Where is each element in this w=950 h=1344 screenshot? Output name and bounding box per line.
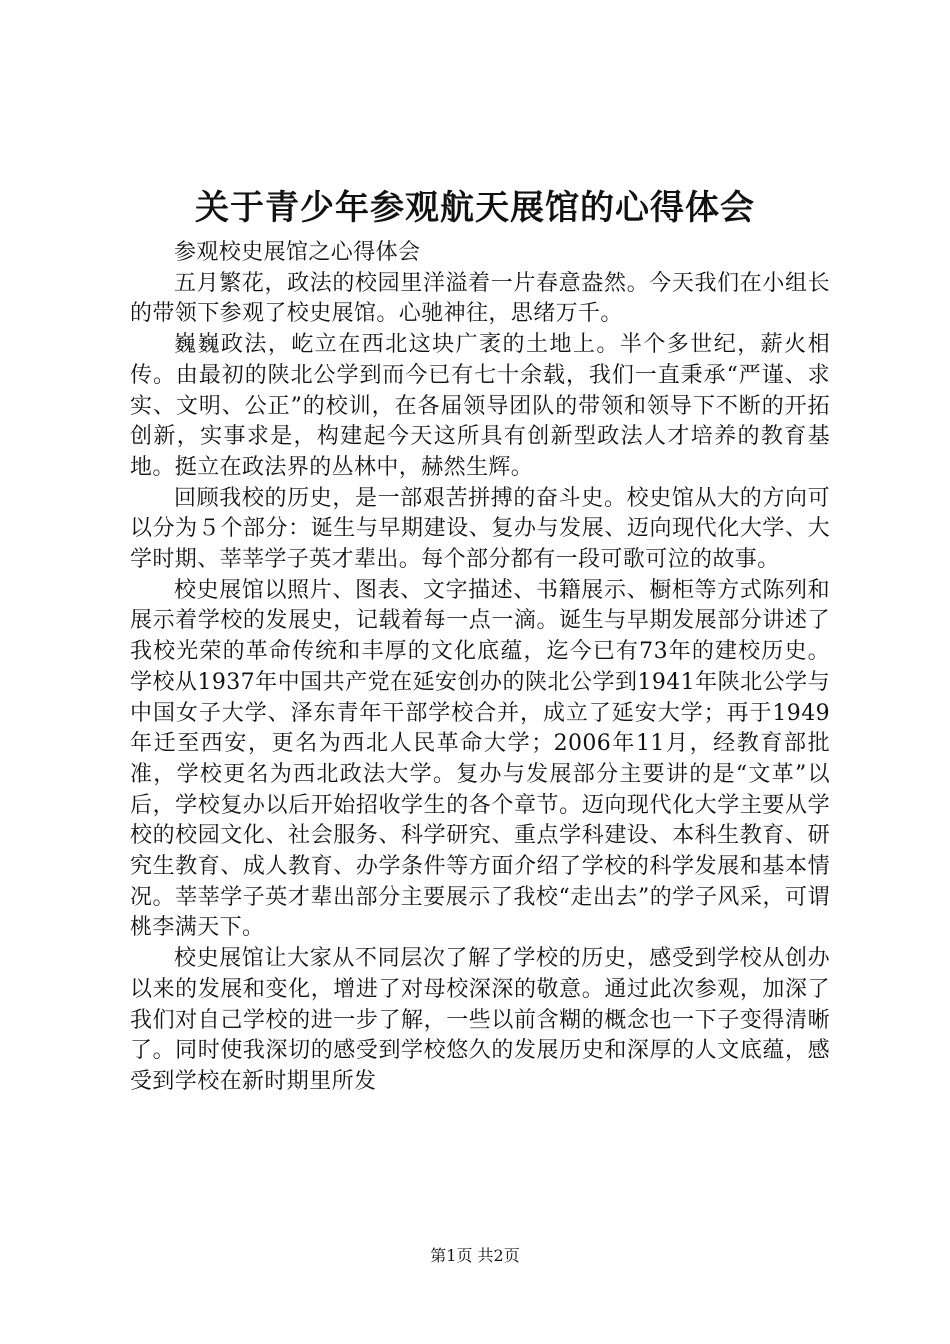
paragraph: 巍巍政法，屹立在西北这块广袤的土地上。半个多世纪，薪火相传。由最初的陕北公学到而今已有七十余载，我们一直秉承“严谨、求实、文明、公正”的校训，在各届领导团队的带领和领导下不断的开拓创新，实事求是，构建起今天这所具有创新型政法人才培养的教育基地。挺立在政法界的丛林中，赫然生辉。 bbox=[130, 332, 830, 480]
paragraph: 校史展馆以照片、图表、文字描述、书籍展示、橱柜等方式陈列和展示着学校的发展史，记载着每一点一滴。诞生与早期发展部分讲述了我校光荣的革命传统和丰厚的文化底蕴，迄今已有73年的建校历史。学校从1937年中国共产党在延安创办的陕北公学到1941年陕北公学与中国女子大学、泽东青年干部学校合并，成立了延安大学；再于1949年迁至西安，更名为西北人民革命大学；2006年11月，经教育部批准，学校更名为西北政法大学。复办与发展部分主要讲的是“文革”以后，学校复办以后开始招收学生的各个章节。迈向现代化大学主要从学校的校园文化、社会服务、科学研究、重点学科建设、本科生教育、研究生教育、成人教育、办学条件等方面介绍了学校的科学发展和基本情况。莘莘学子英才辈出部分主要展示了我校“走出去”的学子风采，可谓桃李满天下。 bbox=[130, 577, 830, 941]
document-body bbox=[130, 238, 830, 1098]
paragraph: 回顾我校的历史，是一部艰苦拼搏的奋斗史。校史馆从大的方向可以分为５个部分：诞生与早期建设、复办与发展、迈向现代化大学、大学时期、莘莘学子英才辈出。每个部分都有一段可歌可泣的故事。 bbox=[130, 485, 830, 573]
paragraph: 五月繁花，政法的校园里洋溢着一片春意盎然。今天我们在小组长的带领下参观了校史展馆。心驰神往，思绪万千。 bbox=[130, 270, 830, 327]
page-number-footer: 第1页 共2页 bbox=[430, 1246, 520, 1265]
page-title: 关于青少年参观航天展馆的心得体会 bbox=[195, 188, 755, 228]
paragraph-subtitle: 参观校史展馆之心得体会 bbox=[174, 240, 421, 265]
paragraph: 校史展馆让大家从不同层次了解了学校的历史，感受到学校从创办以来的发展和变化，增进了对母校深深的敬意。通过此次参观，加深了我们对自己学校的进一步了解，一些以前含糊的概念也一下子变得清晰了。同时使我深切的感受到学校悠久的发展历史和深厚的人文底蕴，感受到学校在新时期里所发 bbox=[130, 946, 830, 1094]
